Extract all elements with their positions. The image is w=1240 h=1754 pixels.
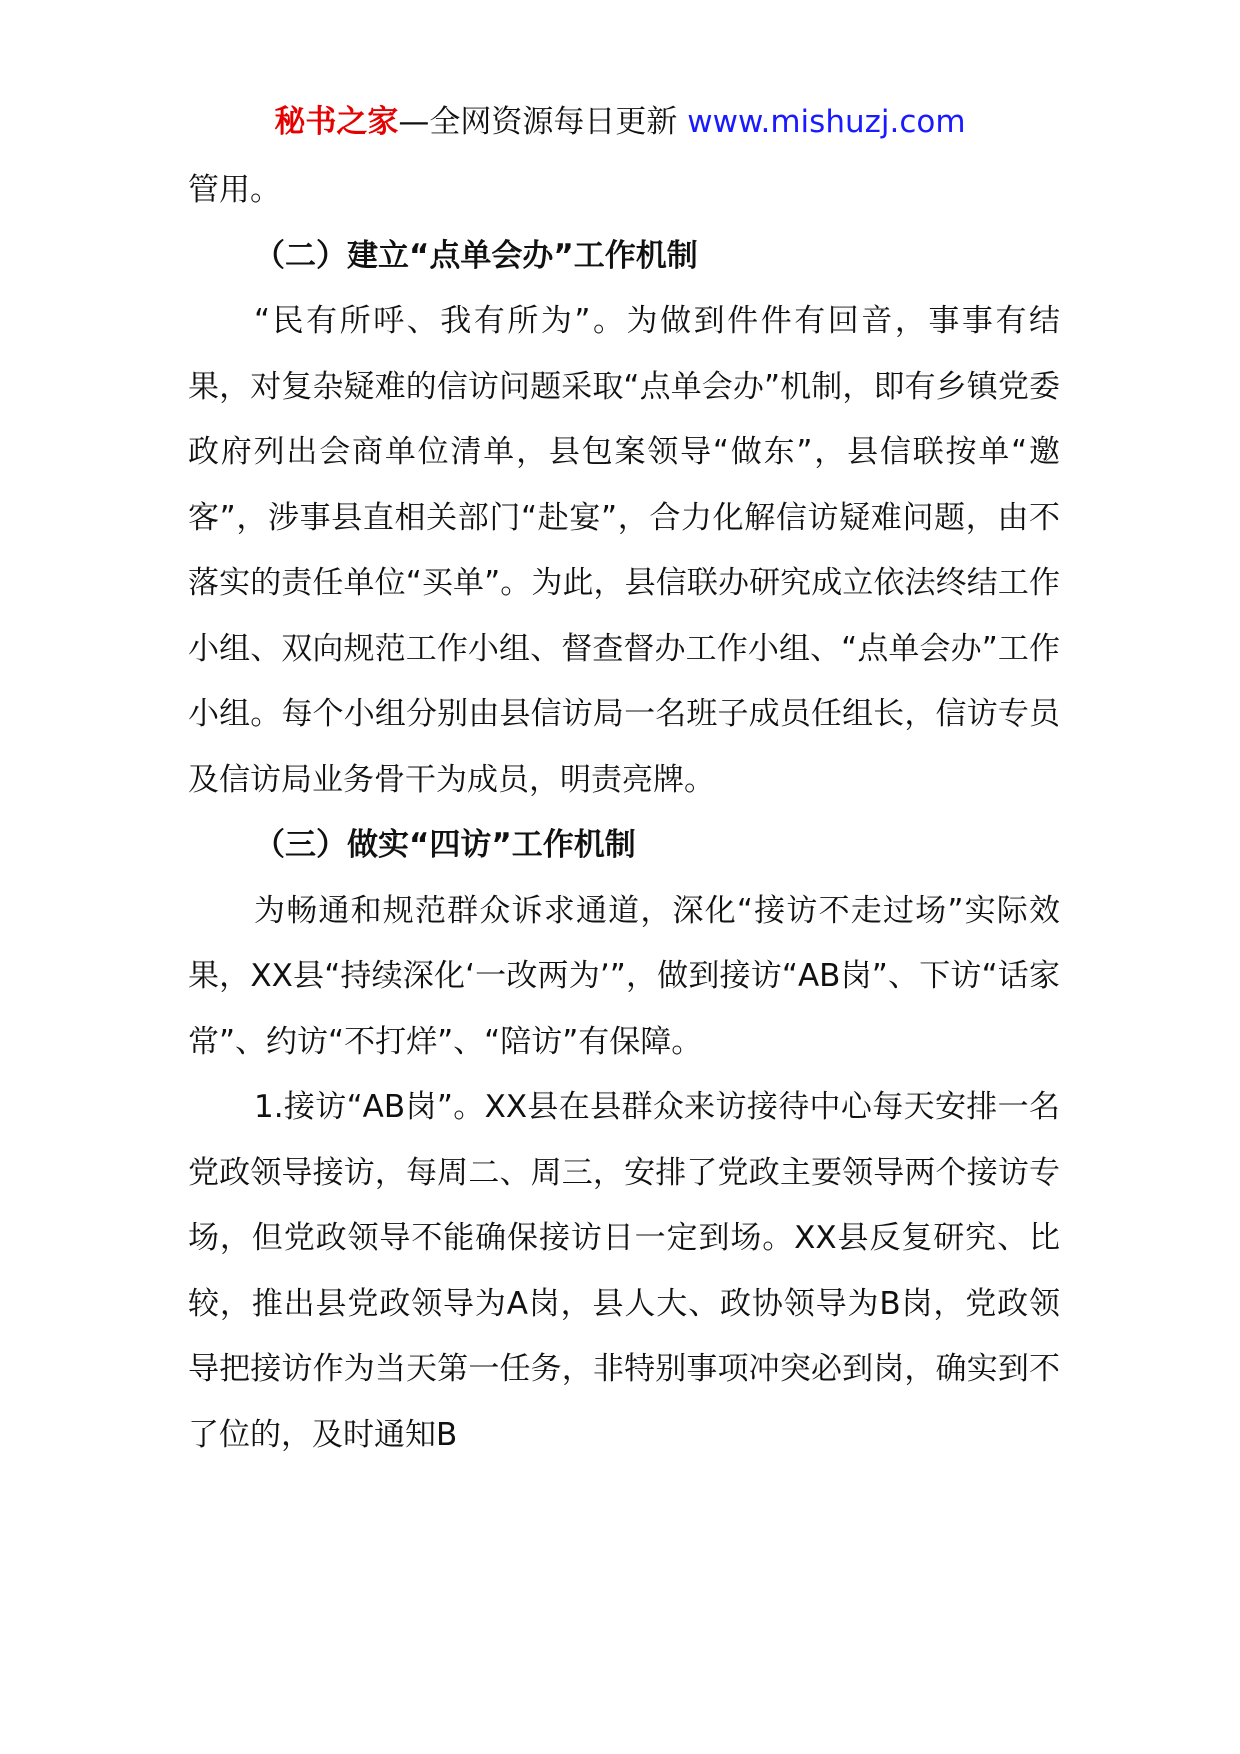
page-header xyxy=(0,100,1240,144)
header-slogan: —全网资源每日更新 xyxy=(398,104,688,140)
header-brand: 秘书之家 xyxy=(274,104,399,140)
section-heading-3: （三）做实“四访”工作机制 xyxy=(254,827,636,863)
paragraph-jiefang-ab: 1.接访“AB岗”。XX县在县群众来访接待中心每天安排一名党政领导接访，每周二、周三，安排了党政主要领导两个接访专场，但党政领导不能确保接访日一定到场。XX县反复研究、比较，推出县党政领导为A岗，县人大、政协领导为B岗，党政领导把接访作为当天第一任务，非特别事项冲突必到岗，确实到不了位的，及时通知B xyxy=(188,1089,1060,1453)
paragraph-dianxian: “民有所呼、我有所为”。为做到件件有回音，事事有结果，对复杂疑难的信访问题采取“点单会办”机制，即有乡镇党委政府列出会商单位清单，县包案领导“做东”，县信联按单“邀客”，涉事县直相关部门“赴宴”，合力化解信访疑难问题，由不落实的责任单位“买单”。为此，县信联办研究成立依法终结工作小组、双向规范工作小组、督查督办工作小组、“点单会办”工作小组。每个小组分别由县信访局一名班子成员任组长，信访专员及信访局业务骨干为成员，明责亮牌。 xyxy=(188,303,1060,798)
header-website-link[interactable]: www.mishuzj.com xyxy=(687,104,966,140)
section-heading-2: （二）建立“点单会办”工作机制 xyxy=(254,237,698,274)
paragraph-sifang-intro: 为畅通和规范群众诉求通道，深化“接访不走过场”实际效果，XX县“持续深化‘一改两为’”，做到接访“AB岗”、下访“话家常”、约访“不打烊”、“陪访”有保障。 xyxy=(188,892,1060,1060)
paragraph-continuation: 管用。 xyxy=(188,172,281,208)
document-body xyxy=(188,158,1060,1468)
